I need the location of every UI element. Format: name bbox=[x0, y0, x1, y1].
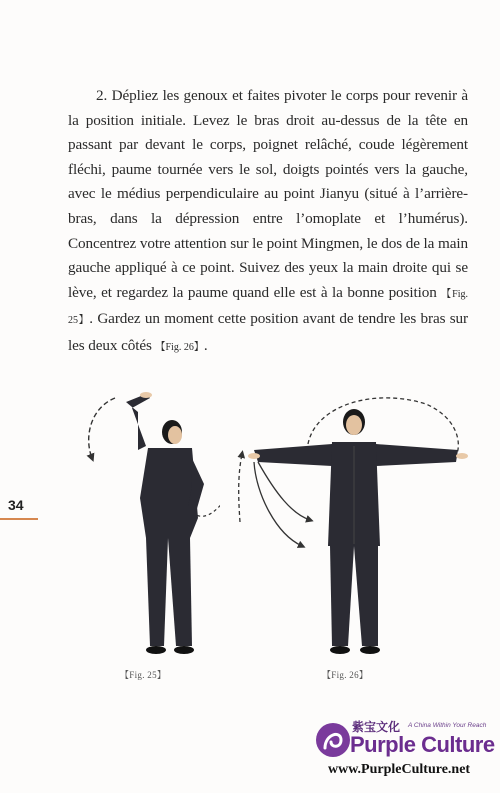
fig-26-reference: 【Fig. 26】 bbox=[155, 341, 204, 353]
watermark-brand-name: Purple Culture bbox=[350, 732, 495, 757]
purple-culture-watermark bbox=[308, 716, 498, 790]
figure-26-caption: 【Fig. 26】 bbox=[322, 670, 369, 680]
figure-25-caption: 【Fig. 25】 bbox=[120, 670, 167, 680]
figure-25-illustration bbox=[80, 388, 220, 658]
fig-25-reference: 【Fig. 25】 bbox=[68, 288, 468, 327]
page-number-rule bbox=[0, 518, 38, 520]
purple-culture-logo-icon bbox=[314, 720, 352, 760]
figure-26-illustration bbox=[236, 384, 472, 658]
page-number: 34 bbox=[8, 497, 24, 513]
watermark-url: www.PurpleCulture.net bbox=[328, 762, 471, 777]
body-text-part1: 2. Dépliez les genoux et faites pivoter le corps pour revenir à la position initiale. Levez le bras droit au-dessus de la tête en passant par devant le corps, poignet relâché, coude légèrement fléchi, paume tournée vers le sol, doigts pointés vers la gauche, avec le médius perpendiculaire au point Jianyu (situé à l’arrière-bras, dans la dépression entre l’omoplate et l’humérus). Concentrez votre attention sur le point Mingmen, le dos de la main gauche appliqué à ce point. Suivez des yeux la main droite qui se lève, et regardez la paume quand elle est à la bonne position bbox=[68, 87, 468, 301]
body-text-part2: . Gardez un moment cette position avant de tendre les bras sur les deux côtés bbox=[68, 310, 468, 354]
watermark-tagline: A China Within Your Reach bbox=[408, 722, 487, 729]
watermark-chinese-text: 紫宝文化 bbox=[352, 720, 401, 734]
body-paragraph bbox=[68, 84, 468, 361]
body-text-part3: . bbox=[203, 336, 208, 354]
